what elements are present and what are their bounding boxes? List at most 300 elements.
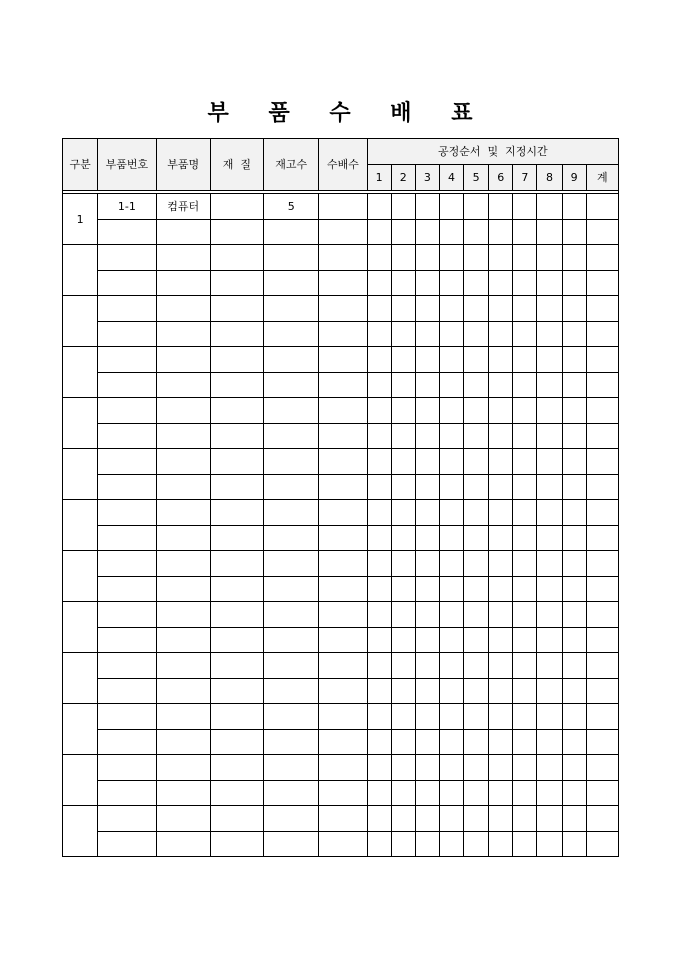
- part-number-cell[interactable]: [98, 576, 156, 602]
- process-time-cell[interactable]: [562, 270, 586, 296]
- process-time-cell[interactable]: [586, 321, 618, 347]
- process-time-cell[interactable]: [537, 831, 562, 857]
- process-time-cell[interactable]: [464, 780, 489, 806]
- category-cell[interactable]: [63, 449, 98, 500]
- process-time-cell[interactable]: [415, 576, 439, 602]
- process-time-cell[interactable]: [415, 449, 439, 475]
- process-time-cell[interactable]: [439, 398, 463, 424]
- process-time-cell[interactable]: [439, 219, 463, 245]
- process-time-cell[interactable]: [367, 372, 391, 398]
- part-name-cell[interactable]: [156, 270, 210, 296]
- process-time-cell[interactable]: [562, 806, 586, 832]
- process-time-cell[interactable]: [391, 245, 415, 271]
- part-number-cell[interactable]: [98, 321, 156, 347]
- process-time-cell[interactable]: [367, 780, 391, 806]
- stock-qty-cell[interactable]: [264, 219, 319, 245]
- process-time-cell[interactable]: [513, 270, 537, 296]
- process-time-cell[interactable]: [439, 576, 463, 602]
- process-time-cell[interactable]: [537, 296, 562, 322]
- process-time-cell[interactable]: [439, 653, 463, 679]
- part-number-cell[interactable]: [98, 755, 156, 781]
- process-time-cell[interactable]: [464, 347, 489, 373]
- process-time-cell[interactable]: [562, 474, 586, 500]
- process-time-cell[interactable]: [586, 474, 618, 500]
- part-name-cell[interactable]: [156, 245, 210, 271]
- process-time-cell[interactable]: [464, 525, 489, 551]
- process-time-cell[interactable]: [562, 423, 586, 449]
- process-time-cell[interactable]: [489, 704, 513, 730]
- process-time-cell[interactable]: [439, 755, 463, 781]
- process-time-cell[interactable]: [415, 627, 439, 653]
- part-name-cell[interactable]: [156, 474, 210, 500]
- order-qty-cell[interactable]: [319, 347, 367, 373]
- process-time-cell[interactable]: [464, 474, 489, 500]
- category-cell[interactable]: [63, 755, 98, 806]
- process-time-cell[interactable]: [586, 219, 618, 245]
- material-cell[interactable]: [210, 704, 263, 730]
- process-time-cell[interactable]: [439, 729, 463, 755]
- process-time-cell[interactable]: [562, 500, 586, 526]
- material-cell[interactable]: [210, 831, 263, 857]
- process-time-cell[interactable]: [367, 627, 391, 653]
- process-time-cell[interactable]: [537, 551, 562, 577]
- process-time-cell[interactable]: [367, 755, 391, 781]
- process-time-cell[interactable]: [513, 245, 537, 271]
- process-time-cell[interactable]: [464, 194, 489, 220]
- stock-qty-cell[interactable]: [264, 602, 319, 628]
- category-cell[interactable]: [63, 347, 98, 398]
- process-time-cell[interactable]: [391, 500, 415, 526]
- process-time-cell[interactable]: [537, 219, 562, 245]
- process-time-cell[interactable]: [464, 449, 489, 475]
- process-time-cell[interactable]: [415, 780, 439, 806]
- process-time-cell[interactable]: [537, 398, 562, 424]
- part-name-cell[interactable]: [156, 500, 210, 526]
- part-number-cell[interactable]: [98, 449, 156, 475]
- process-time-cell[interactable]: [537, 449, 562, 475]
- order-qty-cell[interactable]: [319, 806, 367, 832]
- process-time-cell[interactable]: [562, 678, 586, 704]
- part-name-cell[interactable]: [156, 627, 210, 653]
- process-time-cell[interactable]: [415, 831, 439, 857]
- process-time-cell[interactable]: [367, 831, 391, 857]
- process-time-cell[interactable]: [439, 449, 463, 475]
- process-time-cell[interactable]: [464, 704, 489, 730]
- process-time-cell[interactable]: [513, 704, 537, 730]
- process-time-cell[interactable]: [367, 806, 391, 832]
- process-time-cell[interactable]: [391, 755, 415, 781]
- process-time-cell[interactable]: [415, 474, 439, 500]
- part-number-cell[interactable]: [98, 551, 156, 577]
- stock-qty-cell[interactable]: [264, 500, 319, 526]
- process-time-cell[interactable]: [464, 423, 489, 449]
- process-time-cell[interactable]: [562, 729, 586, 755]
- stock-qty-cell[interactable]: [264, 270, 319, 296]
- process-time-cell[interactable]: [537, 270, 562, 296]
- material-cell[interactable]: [210, 219, 263, 245]
- process-time-cell[interactable]: [513, 321, 537, 347]
- process-time-cell[interactable]: [562, 653, 586, 679]
- part-name-cell[interactable]: [156, 321, 210, 347]
- process-time-cell[interactable]: [513, 576, 537, 602]
- stock-qty-cell[interactable]: [264, 245, 319, 271]
- process-time-cell[interactable]: [367, 423, 391, 449]
- material-cell[interactable]: [210, 347, 263, 373]
- process-time-cell[interactable]: [439, 500, 463, 526]
- process-time-cell[interactable]: [367, 704, 391, 730]
- part-number-cell[interactable]: [98, 525, 156, 551]
- process-time-cell[interactable]: [537, 576, 562, 602]
- process-time-cell[interactable]: [537, 372, 562, 398]
- process-time-cell[interactable]: [391, 576, 415, 602]
- process-time-cell[interactable]: [489, 755, 513, 781]
- order-qty-cell[interactable]: [319, 474, 367, 500]
- process-time-cell[interactable]: [439, 831, 463, 857]
- stock-qty-cell[interactable]: [264, 398, 319, 424]
- material-cell[interactable]: [210, 755, 263, 781]
- part-name-cell[interactable]: [156, 525, 210, 551]
- process-time-cell[interactable]: [464, 627, 489, 653]
- category-cell[interactable]: [63, 296, 98, 347]
- order-qty-cell[interactable]: [319, 372, 367, 398]
- process-time-cell[interactable]: [367, 500, 391, 526]
- material-cell[interactable]: [210, 576, 263, 602]
- part-number-cell[interactable]: [98, 729, 156, 755]
- process-time-cell[interactable]: [415, 755, 439, 781]
- process-time-cell[interactable]: [415, 372, 439, 398]
- process-time-cell[interactable]: [439, 296, 463, 322]
- process-time-cell[interactable]: [439, 347, 463, 373]
- process-time-cell[interactable]: [513, 755, 537, 781]
- process-time-cell[interactable]: [537, 347, 562, 373]
- order-qty-cell[interactable]: [319, 525, 367, 551]
- part-number-cell[interactable]: [98, 347, 156, 373]
- stock-qty-cell[interactable]: [264, 627, 319, 653]
- process-time-cell[interactable]: [489, 525, 513, 551]
- part-name-cell[interactable]: [156, 576, 210, 602]
- process-time-cell[interactable]: [562, 398, 586, 424]
- process-time-cell[interactable]: [562, 755, 586, 781]
- stock-qty-cell[interactable]: [264, 755, 319, 781]
- stock-qty-cell[interactable]: [264, 831, 319, 857]
- part-name-cell[interactable]: [156, 372, 210, 398]
- process-time-cell[interactable]: [367, 219, 391, 245]
- process-time-cell[interactable]: [513, 602, 537, 628]
- process-time-cell[interactable]: [439, 627, 463, 653]
- process-time-cell[interactable]: [586, 347, 618, 373]
- process-time-cell[interactable]: [391, 321, 415, 347]
- order-qty-cell[interactable]: [319, 423, 367, 449]
- part-name-cell[interactable]: [156, 551, 210, 577]
- process-time-cell[interactable]: [586, 576, 618, 602]
- process-time-cell[interactable]: [439, 704, 463, 730]
- process-time-cell[interactable]: [415, 678, 439, 704]
- stock-qty-cell[interactable]: [264, 780, 319, 806]
- process-time-cell[interactable]: [562, 525, 586, 551]
- process-time-cell[interactable]: [586, 194, 618, 220]
- process-time-cell[interactable]: [391, 449, 415, 475]
- process-time-cell[interactable]: [489, 551, 513, 577]
- category-cell[interactable]: [63, 551, 98, 602]
- process-time-cell[interactable]: [439, 372, 463, 398]
- material-cell[interactable]: [210, 474, 263, 500]
- process-time-cell[interactable]: [391, 474, 415, 500]
- order-qty-cell[interactable]: [319, 755, 367, 781]
- material-cell[interactable]: [210, 653, 263, 679]
- process-time-cell[interactable]: [464, 755, 489, 781]
- process-time-cell[interactable]: [562, 551, 586, 577]
- material-cell[interactable]: [210, 372, 263, 398]
- process-time-cell[interactable]: [439, 602, 463, 628]
- material-cell[interactable]: [210, 296, 263, 322]
- process-time-cell[interactable]: [367, 729, 391, 755]
- process-time-cell[interactable]: [537, 627, 562, 653]
- order-qty-cell[interactable]: [319, 729, 367, 755]
- material-cell[interactable]: [210, 423, 263, 449]
- part-name-cell[interactable]: [156, 831, 210, 857]
- stock-qty-cell[interactable]: [264, 347, 319, 373]
- stock-qty-cell[interactable]: [264, 551, 319, 577]
- process-time-cell[interactable]: [586, 398, 618, 424]
- process-time-cell[interactable]: [464, 270, 489, 296]
- process-time-cell[interactable]: [562, 194, 586, 220]
- stock-qty-cell[interactable]: 5: [264, 194, 319, 220]
- process-time-cell[interactable]: [391, 423, 415, 449]
- process-time-cell[interactable]: [586, 806, 618, 832]
- category-cell[interactable]: 1: [63, 194, 98, 245]
- category-cell[interactable]: [63, 602, 98, 653]
- stock-qty-cell[interactable]: [264, 653, 319, 679]
- part-number-cell[interactable]: [98, 627, 156, 653]
- process-time-cell[interactable]: [562, 627, 586, 653]
- order-qty-cell[interactable]: [319, 449, 367, 475]
- process-time-cell[interactable]: [513, 627, 537, 653]
- part-name-cell[interactable]: [156, 602, 210, 628]
- process-time-cell[interactable]: [513, 729, 537, 755]
- category-cell[interactable]: [63, 245, 98, 296]
- process-time-cell[interactable]: [586, 704, 618, 730]
- process-time-cell[interactable]: [562, 347, 586, 373]
- process-time-cell[interactable]: [367, 398, 391, 424]
- process-time-cell[interactable]: [562, 245, 586, 271]
- process-time-cell[interactable]: [439, 194, 463, 220]
- process-time-cell[interactable]: [367, 576, 391, 602]
- process-time-cell[interactable]: [391, 806, 415, 832]
- process-time-cell[interactable]: [513, 500, 537, 526]
- process-time-cell[interactable]: [489, 270, 513, 296]
- process-time-cell[interactable]: [391, 347, 415, 373]
- process-time-cell[interactable]: [489, 500, 513, 526]
- process-time-cell[interactable]: [367, 194, 391, 220]
- process-time-cell[interactable]: [586, 780, 618, 806]
- process-time-cell[interactable]: [537, 729, 562, 755]
- stock-qty-cell[interactable]: [264, 678, 319, 704]
- material-cell[interactable]: [210, 270, 263, 296]
- process-time-cell[interactable]: [415, 398, 439, 424]
- stock-qty-cell[interactable]: [264, 423, 319, 449]
- process-time-cell[interactable]: [415, 321, 439, 347]
- process-time-cell[interactable]: [537, 194, 562, 220]
- order-qty-cell[interactable]: [319, 576, 367, 602]
- part-name-cell[interactable]: [156, 729, 210, 755]
- process-time-cell[interactable]: [513, 398, 537, 424]
- part-number-cell[interactable]: [98, 245, 156, 271]
- process-time-cell[interactable]: [464, 551, 489, 577]
- stock-qty-cell[interactable]: [264, 321, 319, 347]
- order-qty-cell[interactable]: [319, 678, 367, 704]
- process-time-cell[interactable]: [562, 704, 586, 730]
- order-qty-cell[interactable]: [319, 627, 367, 653]
- process-time-cell[interactable]: [367, 449, 391, 475]
- material-cell[interactable]: [210, 729, 263, 755]
- part-number-cell[interactable]: [98, 653, 156, 679]
- process-time-cell[interactable]: [415, 194, 439, 220]
- part-number-cell[interactable]: [98, 678, 156, 704]
- process-time-cell[interactable]: [537, 474, 562, 500]
- process-time-cell[interactable]: [489, 729, 513, 755]
- process-time-cell[interactable]: [586, 678, 618, 704]
- process-time-cell[interactable]: [391, 602, 415, 628]
- process-time-cell[interactable]: [415, 500, 439, 526]
- order-qty-cell[interactable]: [319, 831, 367, 857]
- process-time-cell[interactable]: [586, 245, 618, 271]
- process-time-cell[interactable]: [367, 296, 391, 322]
- process-time-cell[interactable]: [391, 219, 415, 245]
- process-time-cell[interactable]: [415, 347, 439, 373]
- process-time-cell[interactable]: [513, 653, 537, 679]
- process-time-cell[interactable]: [367, 245, 391, 271]
- process-time-cell[interactable]: [367, 347, 391, 373]
- process-time-cell[interactable]: [513, 194, 537, 220]
- process-time-cell[interactable]: [489, 780, 513, 806]
- part-name-cell[interactable]: [156, 678, 210, 704]
- process-time-cell[interactable]: [586, 627, 618, 653]
- part-number-cell[interactable]: [98, 806, 156, 832]
- process-time-cell[interactable]: [537, 245, 562, 271]
- process-time-cell[interactable]: [537, 525, 562, 551]
- process-time-cell[interactable]: [367, 551, 391, 577]
- process-time-cell[interactable]: [415, 525, 439, 551]
- material-cell[interactable]: [210, 194, 263, 220]
- material-cell[interactable]: [210, 551, 263, 577]
- category-cell[interactable]: [63, 653, 98, 704]
- order-qty-cell[interactable]: [319, 398, 367, 424]
- process-time-cell[interactable]: [586, 729, 618, 755]
- process-time-cell[interactable]: [489, 321, 513, 347]
- process-time-cell[interactable]: [367, 653, 391, 679]
- material-cell[interactable]: [210, 321, 263, 347]
- material-cell[interactable]: [210, 245, 263, 271]
- process-time-cell[interactable]: [513, 831, 537, 857]
- order-qty-cell[interactable]: [319, 500, 367, 526]
- process-time-cell[interactable]: [513, 423, 537, 449]
- stock-qty-cell[interactable]: [264, 576, 319, 602]
- part-name-cell[interactable]: [156, 296, 210, 322]
- process-time-cell[interactable]: [415, 219, 439, 245]
- material-cell[interactable]: [210, 449, 263, 475]
- process-time-cell[interactable]: [513, 296, 537, 322]
- process-time-cell[interactable]: [439, 806, 463, 832]
- category-cell[interactable]: [63, 398, 98, 449]
- process-time-cell[interactable]: [464, 398, 489, 424]
- process-time-cell[interactable]: [464, 576, 489, 602]
- process-time-cell[interactable]: [391, 653, 415, 679]
- part-name-cell[interactable]: [156, 653, 210, 679]
- process-time-cell[interactable]: [439, 423, 463, 449]
- part-name-cell[interactable]: [156, 449, 210, 475]
- process-time-cell[interactable]: [586, 755, 618, 781]
- part-number-cell[interactable]: [98, 219, 156, 245]
- process-time-cell[interactable]: [513, 347, 537, 373]
- process-time-cell[interactable]: [391, 270, 415, 296]
- process-time-cell[interactable]: [513, 551, 537, 577]
- process-time-cell[interactable]: [489, 678, 513, 704]
- process-time-cell[interactable]: [464, 653, 489, 679]
- process-time-cell[interactable]: [537, 500, 562, 526]
- process-time-cell[interactable]: [586, 602, 618, 628]
- material-cell[interactable]: [210, 602, 263, 628]
- part-number-cell[interactable]: [98, 780, 156, 806]
- process-time-cell[interactable]: [489, 194, 513, 220]
- part-name-cell[interactable]: [156, 806, 210, 832]
- process-time-cell[interactable]: [489, 423, 513, 449]
- process-time-cell[interactable]: [391, 551, 415, 577]
- process-time-cell[interactable]: [562, 602, 586, 628]
- process-time-cell[interactable]: [489, 347, 513, 373]
- process-time-cell[interactable]: [513, 449, 537, 475]
- part-name-cell[interactable]: [156, 423, 210, 449]
- process-time-cell[interactable]: [489, 449, 513, 475]
- order-qty-cell[interactable]: [319, 780, 367, 806]
- process-time-cell[interactable]: [367, 270, 391, 296]
- process-time-cell[interactable]: [367, 678, 391, 704]
- part-number-cell[interactable]: [98, 704, 156, 730]
- process-time-cell[interactable]: [489, 602, 513, 628]
- order-qty-cell[interactable]: [319, 602, 367, 628]
- stock-qty-cell[interactable]: [264, 806, 319, 832]
- process-time-cell[interactable]: [415, 729, 439, 755]
- part-name-cell[interactable]: [156, 780, 210, 806]
- process-time-cell[interactable]: [439, 678, 463, 704]
- process-time-cell[interactable]: [415, 551, 439, 577]
- process-time-cell[interactable]: [489, 474, 513, 500]
- process-time-cell[interactable]: [489, 806, 513, 832]
- category-cell[interactable]: [63, 806, 98, 857]
- process-time-cell[interactable]: [391, 678, 415, 704]
- process-time-cell[interactable]: [586, 372, 618, 398]
- process-time-cell[interactable]: [415, 245, 439, 271]
- stock-qty-cell[interactable]: [264, 525, 319, 551]
- process-time-cell[interactable]: [513, 678, 537, 704]
- process-time-cell[interactable]: [464, 372, 489, 398]
- process-time-cell[interactable]: [489, 627, 513, 653]
- order-qty-cell[interactable]: [319, 321, 367, 347]
- order-qty-cell[interactable]: [319, 194, 367, 220]
- process-time-cell[interactable]: [367, 525, 391, 551]
- category-cell[interactable]: [63, 704, 98, 755]
- process-time-cell[interactable]: [464, 245, 489, 271]
- process-time-cell[interactable]: [391, 296, 415, 322]
- stock-qty-cell[interactable]: [264, 372, 319, 398]
- stock-qty-cell[interactable]: [264, 449, 319, 475]
- process-time-cell[interactable]: [415, 270, 439, 296]
- process-time-cell[interactable]: [464, 602, 489, 628]
- order-qty-cell[interactable]: [319, 296, 367, 322]
- process-time-cell[interactable]: [562, 576, 586, 602]
- part-number-cell[interactable]: [98, 372, 156, 398]
- process-time-cell[interactable]: [415, 423, 439, 449]
- process-time-cell[interactable]: [464, 219, 489, 245]
